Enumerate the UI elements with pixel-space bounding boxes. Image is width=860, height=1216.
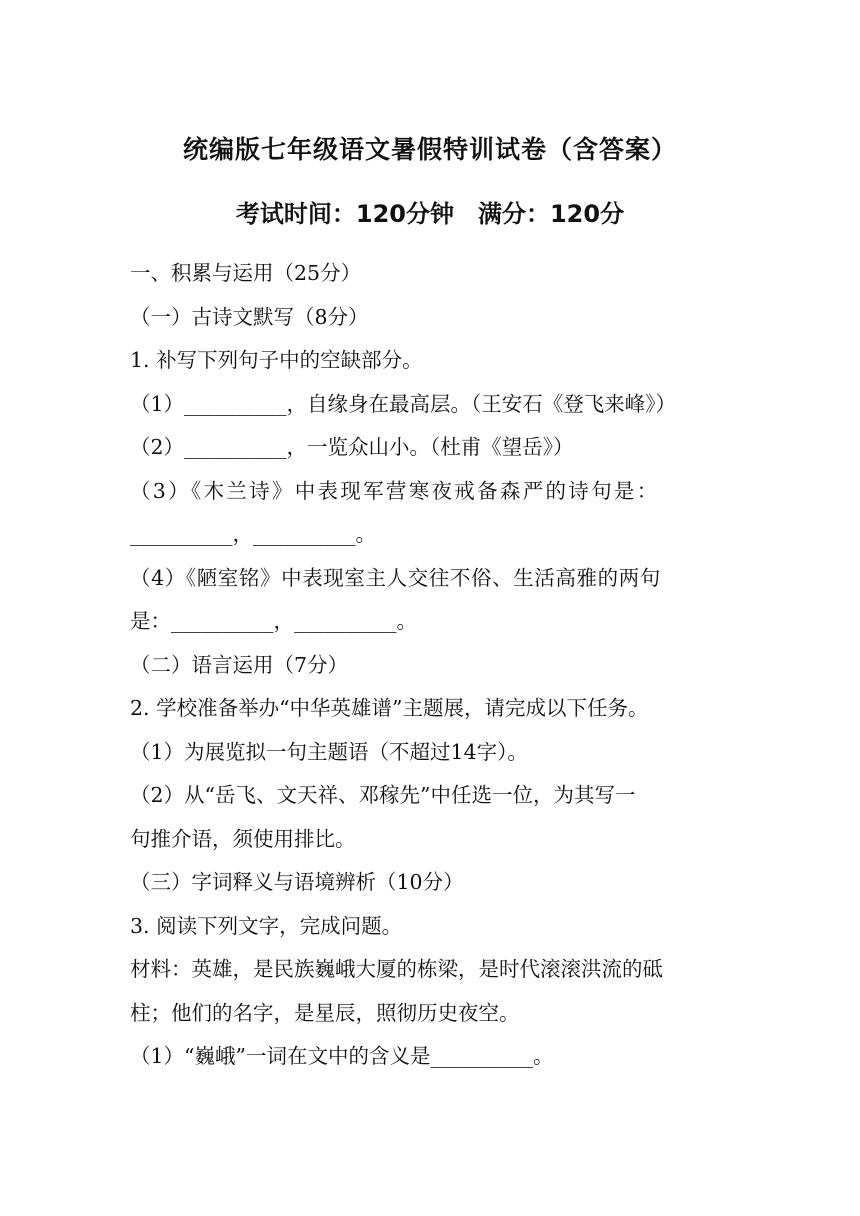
question-1-stem: 1. 补写下列句子中的空缺部分。	[130, 348, 423, 372]
section-heading-accumulation: 一、积累与运用（25分）	[130, 261, 362, 285]
subsection-heading-vocabulary: （三）字词释义与语境辨析（10分）	[130, 870, 464, 894]
question-2-item-2: （2）从“岳飞、文天祥、邓稼先”中任选一位，为其写一	[130, 783, 636, 807]
question-3-material: 材料：英雄，是民族巍峨大厦的栋梁，是时代滚滚洪流的砥	[130, 957, 663, 981]
question-1-item-4: （4）《陋室铭》中表现室主人交往不俗、生活高雅的两句	[130, 565, 661, 590]
question-3-material-cont: 柱；他们的名字，是星辰，照彻历史夜空。	[130, 1000, 520, 1025]
question-1-item-3-blanks: __________，__________。	[130, 522, 376, 546]
question-1-item-3: （3）《木兰诗》中表现军营寒夜戒备森严的诗句是：	[130, 478, 660, 503]
question-3-stem: 3. 阅读下列文字，完成问题。	[130, 913, 403, 938]
question-1-item-2: （2）__________，一览众山小。（杜甫《望岳》）	[130, 435, 574, 459]
question-2-item-1: （1）为展览拟一句主题语（不超过14字）。	[130, 739, 528, 764]
subsection-heading-poetry: （一）古诗文默写（8分）	[130, 304, 369, 329]
question-2-stem: 2. 学校准备举办“中华英雄谱”主题展，请完成以下任务。	[130, 696, 649, 720]
exam-title: 统编版七年级语文暑假特训试卷（含答案）	[182, 135, 677, 164]
question-3-item-1: （1）“巍峨”一词在文中的含义是__________。	[130, 1044, 554, 1068]
exam-body	[130, 252, 735, 1079]
question-2-item-2-cont: 句推介语，须使用排比。	[130, 826, 356, 851]
question-1-item-1: （1）__________，自缘身在最高层。（王安石《登飞来峰》）	[130, 391, 677, 416]
exam-time-and-score: 考试时间：120分钟 满分：120分	[235, 200, 625, 228]
subsection-heading-language: （二）语言运用（7分）	[130, 652, 349, 677]
question-1-item-4-blanks: 是：__________，__________。	[130, 609, 417, 633]
